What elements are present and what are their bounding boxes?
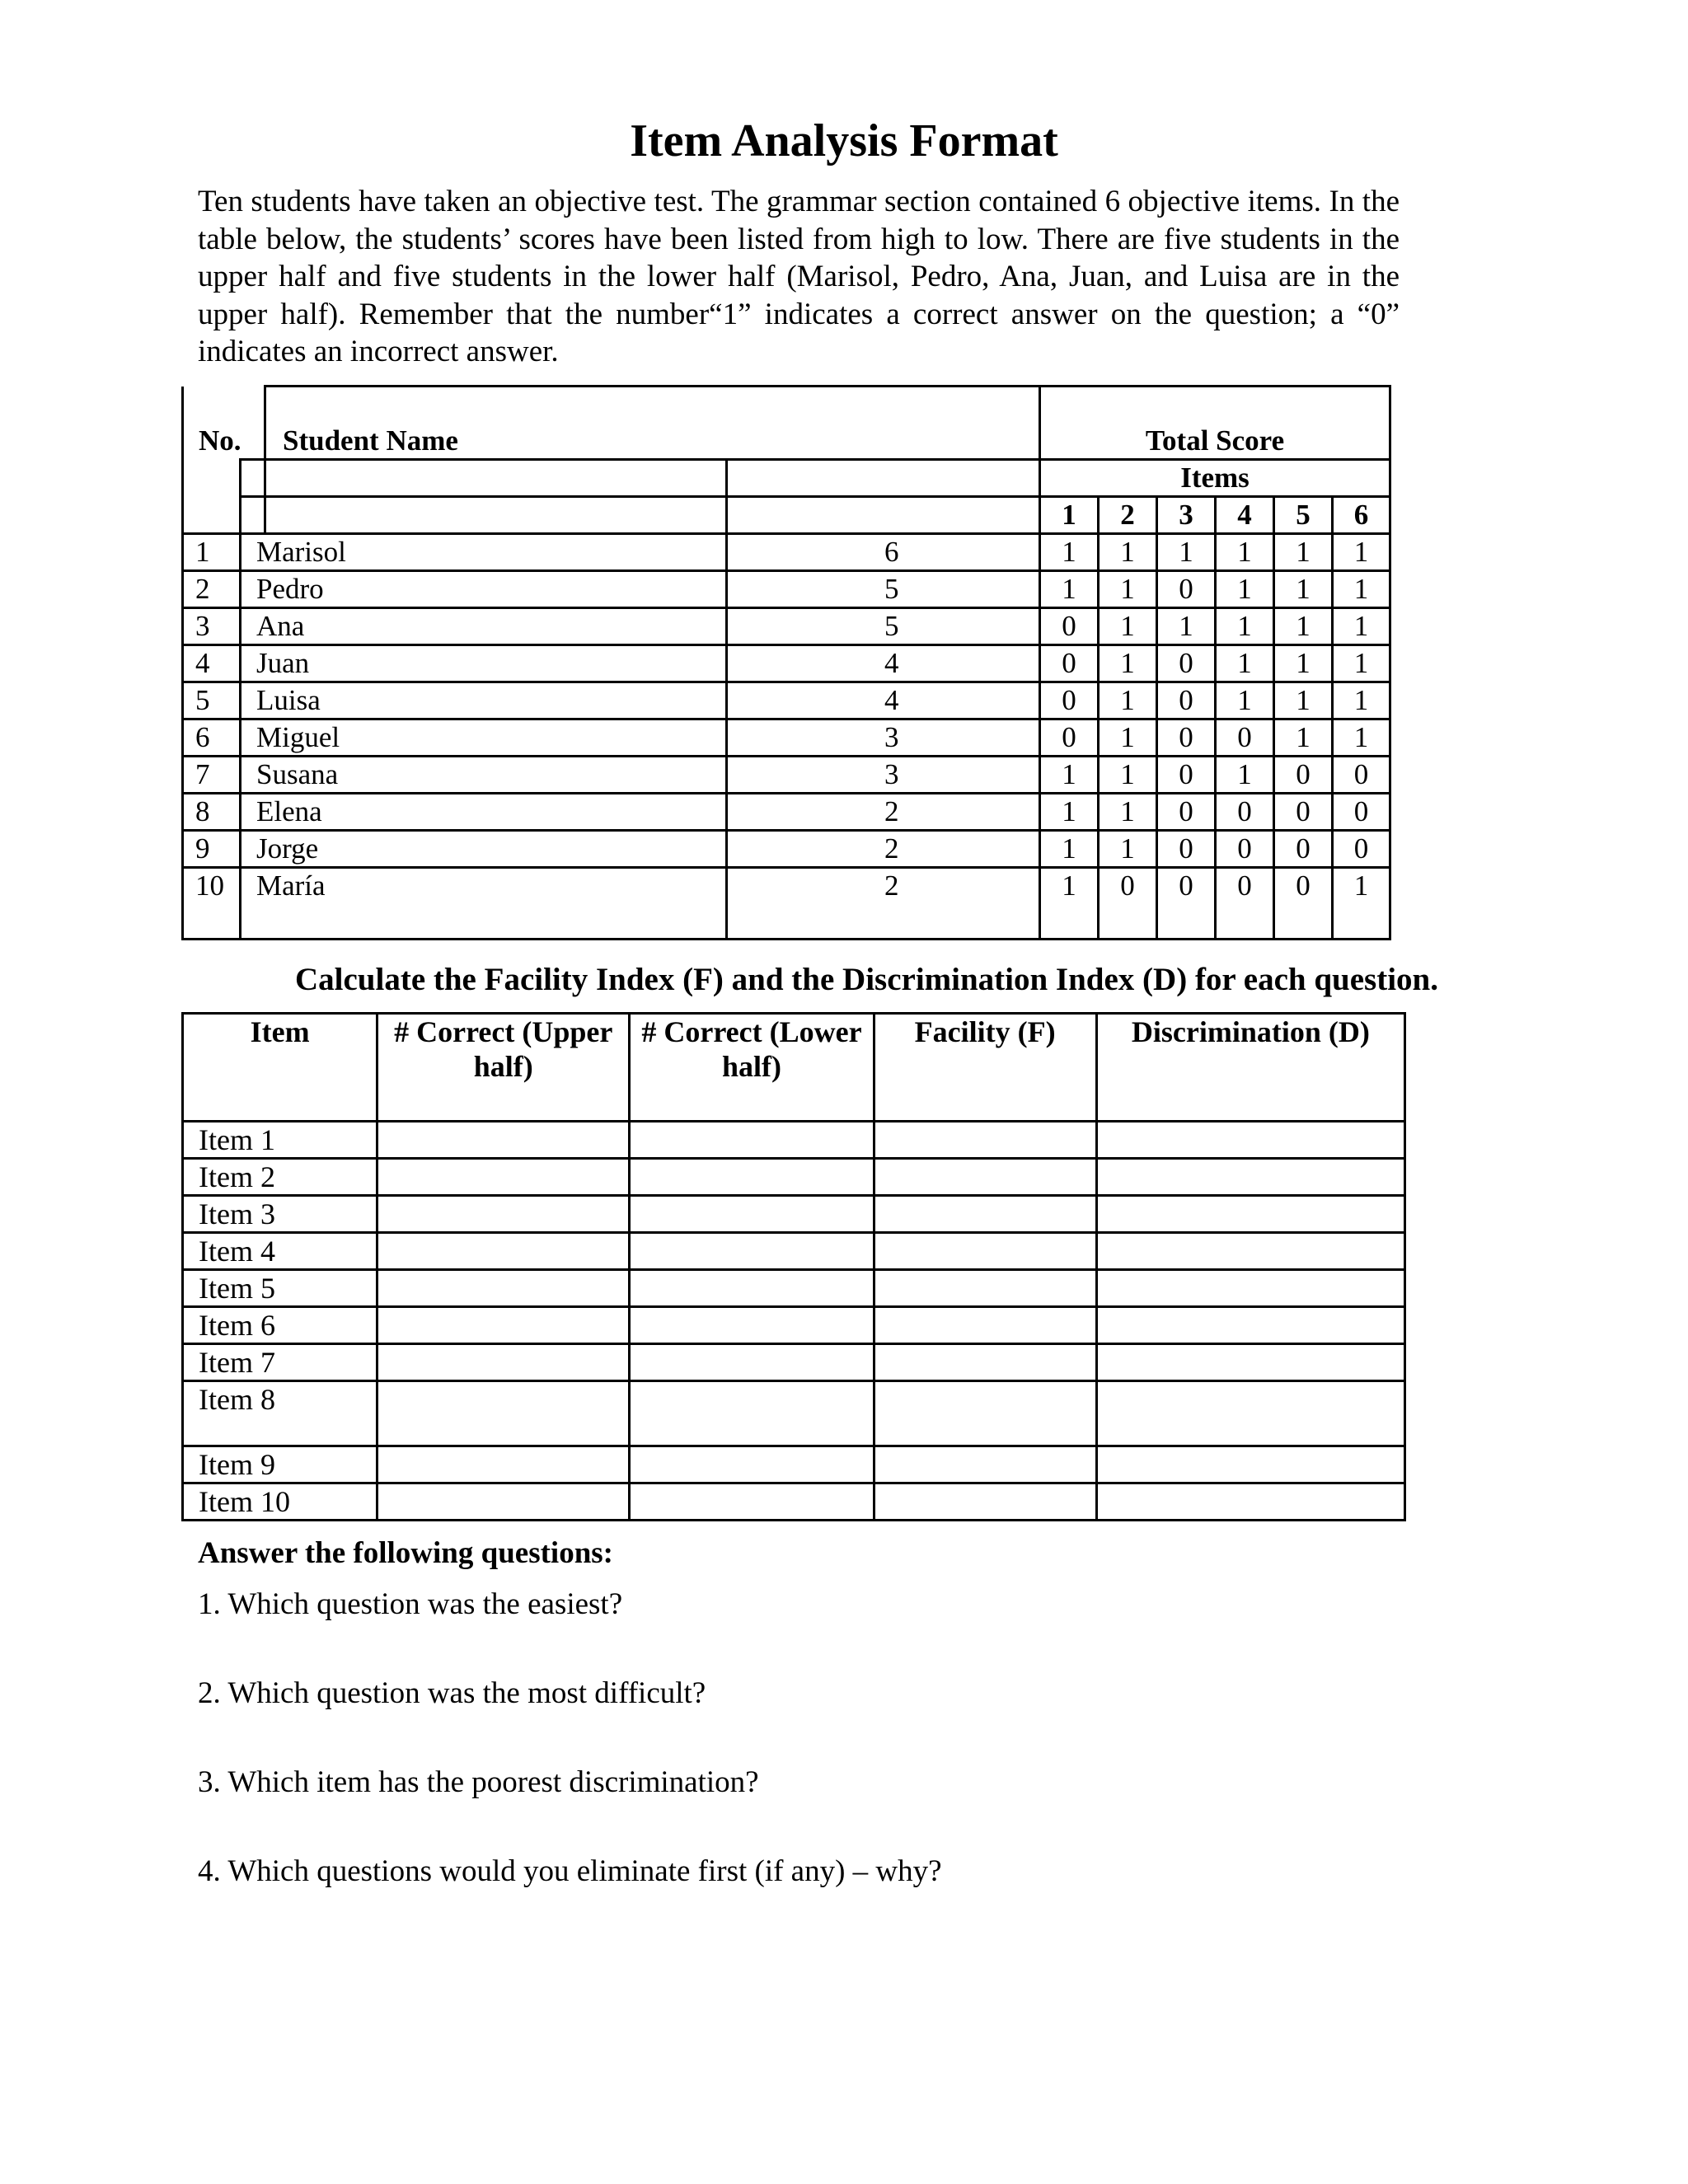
- student-total-score: 5: [727, 571, 1040, 608]
- index-row: [183, 1233, 1405, 1270]
- item-score-cell: 0: [1040, 719, 1099, 757]
- index-table: [181, 1012, 1406, 1521]
- index-row-label: Item 1: [183, 1122, 377, 1159]
- answer-cell[interactable]: [874, 1270, 1096, 1307]
- student-name: Miguel: [241, 719, 727, 757]
- index-row-label: Item 8: [183, 1381, 377, 1446]
- index-row-label: Item 5: [183, 1270, 377, 1307]
- index-row: [183, 1122, 1405, 1159]
- index-row-label: Item 9: [183, 1446, 377, 1483]
- item-score-cell: 1: [1099, 719, 1157, 757]
- answer-cell[interactable]: [1096, 1307, 1404, 1344]
- item-number-header: 1: [1040, 497, 1099, 534]
- item-score-cell: 0: [1216, 831, 1274, 868]
- item-number-header: 2: [1099, 497, 1157, 534]
- student-total-score: 2: [727, 831, 1040, 868]
- item-score-cell: 0: [1157, 868, 1216, 940]
- item-score-cell: 1: [1333, 682, 1390, 719]
- student-row: [183, 719, 1390, 757]
- item-score-cell: 1: [1099, 682, 1157, 719]
- item-score-cell: 1: [1040, 757, 1099, 794]
- index-header-cell: Discrimination (D): [1096, 1014, 1404, 1122]
- question-item: 2. Which question was the most difficult?: [198, 1676, 706, 1710]
- item-score-cell: 1: [1157, 608, 1216, 645]
- item-score-cell: 1: [1216, 534, 1274, 571]
- answer-cell[interactable]: [630, 1233, 874, 1270]
- item-score-cell: 1: [1099, 534, 1157, 571]
- student-row: [183, 608, 1390, 645]
- answer-cell[interactable]: [1096, 1483, 1404, 1521]
- answer-cell[interactable]: [874, 1381, 1096, 1446]
- student-name: Luisa: [241, 682, 727, 719]
- index-row-label: Item 10: [183, 1483, 377, 1521]
- index-row-label: Item 3: [183, 1196, 377, 1233]
- index-header-cell: Facility (F): [874, 1014, 1096, 1122]
- student-number: 5: [183, 682, 241, 719]
- item-score-cell: 0: [1157, 757, 1216, 794]
- student-number: 8: [183, 794, 241, 831]
- student-name: María: [241, 868, 727, 940]
- questions-section: [198, 1535, 942, 1942]
- index-row: [183, 1483, 1405, 1521]
- item-score-cell: 0: [1216, 868, 1274, 940]
- item-score-cell: 0: [1157, 719, 1216, 757]
- answer-cell[interactable]: [630, 1196, 874, 1233]
- question-item: 4. Which questions would you eliminate first (if any) – why?: [198, 1854, 942, 1888]
- item-score-cell: 0: [1157, 794, 1216, 831]
- header-items: Items: [1040, 460, 1390, 497]
- item-score-cell: 1: [1216, 571, 1274, 608]
- index-row-label: Item 2: [183, 1159, 377, 1196]
- student-name: Elena: [241, 794, 727, 831]
- item-score-cell: 0: [1157, 831, 1216, 868]
- item-score-cell: 0: [1040, 645, 1099, 682]
- item-score-cell: 0: [1274, 831, 1333, 868]
- student-row: [183, 534, 1390, 571]
- item-number-header: 4: [1216, 497, 1274, 534]
- item-score-cell: 0: [1157, 645, 1216, 682]
- item-score-cell: 0: [1040, 608, 1099, 645]
- item-number-header: 6: [1333, 497, 1390, 534]
- student-total-score: 2: [727, 794, 1040, 831]
- answer-cell[interactable]: [1096, 1196, 1404, 1233]
- index-header-cell: # Correct (Upper half): [377, 1014, 630, 1122]
- item-score-cell: 1: [1274, 645, 1333, 682]
- index-row: [183, 1307, 1405, 1344]
- item-score-cell: 1: [1274, 682, 1333, 719]
- item-score-cell: 1: [1099, 794, 1157, 831]
- answer-cell[interactable]: [377, 1270, 630, 1307]
- item-score-cell: 1: [1040, 534, 1099, 571]
- item-number-header: 3: [1157, 497, 1216, 534]
- index-row-label: Item 4: [183, 1233, 377, 1270]
- question-item: 3. Which item has the poorest discrimination?: [198, 1765, 759, 1799]
- answer-cell[interactable]: [874, 1483, 1096, 1521]
- student-row: [183, 682, 1390, 719]
- student-total-score: 3: [727, 757, 1040, 794]
- answer-cell[interactable]: [1096, 1159, 1404, 1196]
- question-item: 1. Which question was the easiest?: [198, 1587, 623, 1621]
- index-row-label: Item 7: [183, 1344, 377, 1381]
- header-student-name: Student Name: [265, 387, 1040, 460]
- header-total-score: Total Score: [1040, 387, 1390, 460]
- intro-paragraph: Ten students have taken an objective test. The grammar section contained 6 objective items. In the table below, the students’ scores have been listed from high to low. There are five students in the upper half and five students in the lower half (Marisol, Pedro, Ana, Juan, and Luisa are in the upper half). Remember that the number“1” indicates a correct answer on the question; a “0” indicates an incorrect answer.: [198, 185, 1400, 368]
- item-score-cell: 1: [1040, 831, 1099, 868]
- student-number: 7: [183, 757, 241, 794]
- answer-cell[interactable]: [630, 1307, 874, 1344]
- answer-cell[interactable]: [377, 1159, 630, 1196]
- answer-cell[interactable]: [377, 1122, 630, 1159]
- student-row: [183, 645, 1390, 682]
- item-score-cell: 1: [1216, 757, 1274, 794]
- item-number-header: 5: [1274, 497, 1333, 534]
- index-row: [183, 1344, 1405, 1381]
- item-score-cell: 1: [1216, 682, 1274, 719]
- score-table: [181, 385, 1391, 940]
- instruction-text: Calculate the Facility Index (F) and the Discrimination Index (D) for each question.: [295, 962, 1438, 997]
- item-score-cell: 1: [1099, 831, 1157, 868]
- index-row: [183, 1270, 1405, 1307]
- student-name: Marisol: [241, 534, 727, 571]
- answer-cell[interactable]: [1096, 1446, 1404, 1483]
- item-score-cell: 1: [1333, 868, 1390, 940]
- index-row: [183, 1446, 1405, 1483]
- student-number: 9: [183, 831, 241, 868]
- student-total-score: 6: [727, 534, 1040, 571]
- item-score-cell: 0: [1216, 719, 1274, 757]
- student-name: Susana: [241, 757, 727, 794]
- index-row: [183, 1196, 1405, 1233]
- item-score-cell: 0: [1157, 682, 1216, 719]
- answer-cell[interactable]: [630, 1446, 874, 1483]
- student-number: 6: [183, 719, 241, 757]
- item-score-cell: 1: [1274, 719, 1333, 757]
- item-score-cell: 0: [1040, 682, 1099, 719]
- item-score-cell: 1: [1333, 571, 1390, 608]
- student-row: [183, 757, 1390, 794]
- item-score-cell: 0: [1274, 868, 1333, 940]
- item-score-cell: 1: [1274, 571, 1333, 608]
- item-score-cell: 0: [1274, 757, 1333, 794]
- item-score-cell: 1: [1333, 719, 1390, 757]
- index-row: [183, 1381, 1405, 1446]
- item-score-cell: 1: [1333, 645, 1390, 682]
- student-number: 4: [183, 645, 241, 682]
- answer-cell[interactable]: [630, 1381, 874, 1446]
- student-row: [183, 868, 1390, 940]
- index-header-cell: # Correct (Lower half): [630, 1014, 874, 1122]
- answer-cell[interactable]: [874, 1446, 1096, 1483]
- item-score-cell: 1: [1157, 534, 1216, 571]
- item-score-cell: 1: [1216, 645, 1274, 682]
- item-score-cell: 1: [1333, 608, 1390, 645]
- student-row: [183, 571, 1390, 608]
- item-score-cell: 1: [1099, 571, 1157, 608]
- answer-cell[interactable]: [377, 1446, 630, 1483]
- answer-cell[interactable]: [630, 1483, 874, 1521]
- item-score-cell: 1: [1333, 534, 1390, 571]
- student-total-score: 4: [727, 682, 1040, 719]
- item-score-cell: 1: [1099, 757, 1157, 794]
- answer-cell[interactable]: [874, 1233, 1096, 1270]
- item-score-cell: 0: [1099, 868, 1157, 940]
- answer-cell[interactable]: [874, 1307, 1096, 1344]
- answer-cell[interactable]: [377, 1483, 630, 1521]
- student-row: [183, 831, 1390, 868]
- item-score-cell: 1: [1216, 608, 1274, 645]
- item-score-cell: 1: [1274, 608, 1333, 645]
- answer-cell[interactable]: [1096, 1381, 1404, 1446]
- answer-cell[interactable]: [377, 1344, 630, 1381]
- index-header-cell: Item: [183, 1014, 377, 1122]
- answer-cell[interactable]: [874, 1159, 1096, 1196]
- student-number: 10: [183, 868, 241, 940]
- student-number: 1: [183, 534, 241, 571]
- answer-cell[interactable]: [1096, 1270, 1404, 1307]
- answer-cell[interactable]: [630, 1159, 874, 1196]
- page-title: Item Analysis Format: [630, 115, 1058, 166]
- student-number: 2: [183, 571, 241, 608]
- student-name: Jorge: [241, 831, 727, 868]
- item-score-cell: 0: [1333, 794, 1390, 831]
- student-name: Pedro: [241, 571, 727, 608]
- student-row: [183, 794, 1390, 831]
- questions-heading: Answer the following questions:: [198, 1536, 613, 1570]
- student-total-score: 5: [727, 608, 1040, 645]
- answer-cell[interactable]: [630, 1270, 874, 1307]
- answer-cell[interactable]: [874, 1344, 1096, 1381]
- item-score-cell: 1: [1099, 608, 1157, 645]
- item-score-cell: 1: [1040, 868, 1099, 940]
- student-number: 3: [183, 608, 241, 645]
- answer-cell[interactable]: [377, 1381, 630, 1446]
- answer-cell[interactable]: [1096, 1344, 1404, 1381]
- answer-cell[interactable]: [1096, 1122, 1404, 1159]
- item-score-cell: 0: [1216, 794, 1274, 831]
- student-total-score: 3: [727, 719, 1040, 757]
- student-name: Juan: [241, 645, 727, 682]
- answer-cell[interactable]: [630, 1122, 874, 1159]
- index-row-label: Item 6: [183, 1307, 377, 1344]
- student-total-score: 2: [727, 868, 1040, 940]
- student-total-score: 4: [727, 645, 1040, 682]
- answer-cell[interactable]: [1096, 1233, 1404, 1270]
- answer-cell[interactable]: [630, 1344, 874, 1381]
- answer-cell[interactable]: [377, 1233, 630, 1270]
- answer-cell[interactable]: [377, 1307, 630, 1344]
- item-score-cell: 0: [1274, 794, 1333, 831]
- item-score-cell: 1: [1040, 571, 1099, 608]
- item-score-cell: 0: [1157, 571, 1216, 608]
- index-row: [183, 1159, 1405, 1196]
- answer-cell[interactable]: [874, 1122, 1096, 1159]
- student-name: Ana: [241, 608, 727, 645]
- answer-cell[interactable]: [377, 1196, 630, 1233]
- item-score-cell: 1: [1099, 645, 1157, 682]
- item-score-cell: 0: [1333, 757, 1390, 794]
- item-score-cell: 1: [1274, 534, 1333, 571]
- item-score-cell: 0: [1333, 831, 1390, 868]
- header-no: No.: [183, 387, 265, 460]
- item-score-cell: 1: [1040, 794, 1099, 831]
- answer-cell[interactable]: [874, 1196, 1096, 1233]
